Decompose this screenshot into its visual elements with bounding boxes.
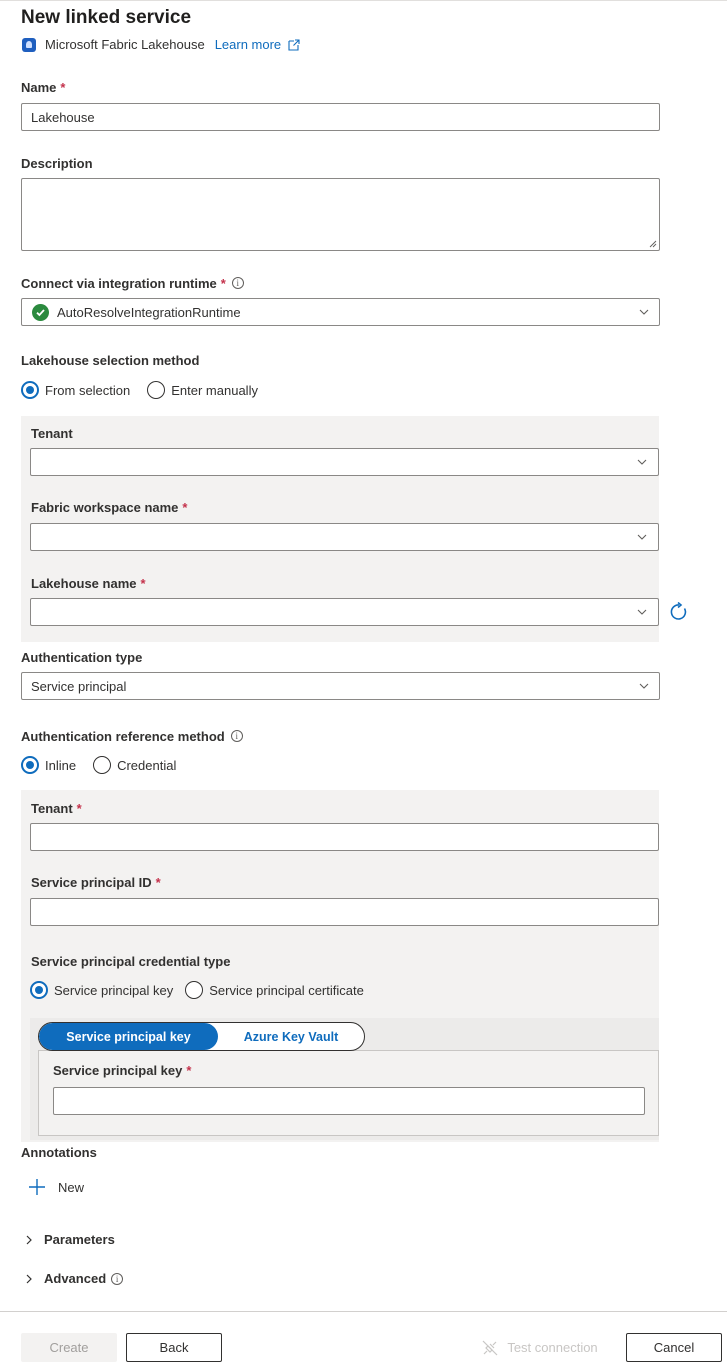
chevron-down-icon [637, 532, 647, 542]
fabric-lakehouse-icon [22, 38, 36, 52]
auth-type-label: Authentication type [21, 650, 143, 665]
radio-button[interactable] [147, 381, 165, 399]
sp-key-label: Service principal key * [53, 1063, 192, 1078]
workspace-label: Fabric workspace name * [31, 500, 188, 515]
back-button[interactable]: Back [126, 1333, 222, 1362]
auth-reference-radios [21, 756, 193, 774]
plug-disconnected-icon [482, 1340, 498, 1356]
add-annotation-button[interactable]: New [28, 1178, 84, 1196]
tab-azure-key-vault[interactable]: Azure Key Vault [243, 1029, 339, 1044]
advanced-expander[interactable]: Advanced i [24, 1271, 123, 1286]
footer-divider [0, 1311, 727, 1312]
refresh-icon[interactable] [669, 602, 689, 622]
info-icon[interactable]: i [231, 730, 243, 742]
radio-from-selection[interactable]: From selection [21, 381, 130, 399]
chevron-down-icon [637, 607, 647, 617]
workspace-select[interactable] [30, 523, 659, 551]
radio-enter-manually[interactable]: Enter manually [147, 381, 258, 399]
tenant-select[interactable] [30, 448, 659, 476]
sp-id-label: Service principal ID * [31, 875, 161, 890]
description-label: Description [21, 156, 93, 171]
external-link-icon[interactable] [287, 38, 301, 52]
success-check-icon [32, 304, 49, 321]
integration-runtime-select[interactable] [21, 298, 660, 326]
tenant-label: Tenant [31, 426, 73, 441]
info-icon[interactable]: i [111, 1273, 123, 1285]
integration-runtime-label: Connect via integration runtime * i [21, 276, 244, 291]
chevron-down-icon [637, 457, 647, 467]
radio-inline[interactable]: Inline [21, 756, 76, 774]
parameters-expander[interactable]: Parameters [24, 1232, 115, 1247]
chevron-down-icon [639, 681, 649, 691]
annotations-label: Annotations [21, 1145, 97, 1160]
tab-service-principal-key[interactable]: Service principal key [39, 1023, 218, 1050]
resize-grip-icon[interactable] [649, 240, 657, 248]
auth-type-value: Service principal [31, 678, 127, 694]
name-label: Name * [21, 80, 66, 95]
sp-id-input[interactable] [30, 898, 659, 926]
cred-type-radios [30, 981, 381, 999]
radio-button[interactable] [185, 981, 203, 999]
connector-subtitle [22, 37, 301, 52]
create-button[interactable]: Create [21, 1333, 117, 1362]
lakehouse-selection-radios [21, 381, 275, 399]
lakehouse-name-label: Lakehouse name * [31, 576, 146, 591]
lakehouse-selection-label: Lakehouse selection method [21, 353, 200, 368]
radio-button-checked[interactable] [30, 981, 48, 999]
cred-tenant-input[interactable] [30, 823, 659, 851]
learn-more-link[interactable]: Learn more [214, 37, 282, 52]
name-input[interactable]: Lakehouse [21, 103, 660, 131]
sp-key-input[interactable] [53, 1087, 645, 1115]
radio-sp-key[interactable]: Service principal key [30, 981, 173, 999]
plus-icon [28, 1178, 46, 1196]
cred-tenant-label: Tenant * [31, 801, 82, 816]
radio-credential[interactable]: Credential [93, 756, 176, 774]
description-textarea[interactable] [21, 178, 660, 251]
radio-sp-certificate[interactable]: Service principal certificate [185, 981, 364, 999]
integration-runtime-value: AutoResolveIntegrationRuntime [57, 304, 241, 320]
chevron-right-icon [24, 1235, 34, 1245]
auth-type-select[interactable] [21, 672, 660, 700]
page-title: New linked service [21, 7, 192, 28]
lakehouse-name-select[interactable] [30, 598, 659, 626]
top-divider [0, 0, 727, 1]
cred-type-label: Service principal credential type [31, 954, 231, 969]
key-source-toggle [38, 1022, 365, 1051]
cancel-button[interactable]: Cancel [626, 1333, 722, 1362]
radio-button-checked[interactable] [21, 756, 39, 774]
radio-button-checked[interactable] [21, 381, 39, 399]
radio-button[interactable] [93, 756, 111, 774]
chevron-right-icon [24, 1274, 34, 1284]
auth-reference-label: Authentication reference method i [21, 729, 243, 744]
chevron-down-icon [639, 307, 649, 317]
test-connection-button[interactable]: Test connection [470, 1333, 610, 1362]
connector-name: Microsoft Fabric Lakehouse [45, 37, 205, 52]
info-icon[interactable]: i [232, 277, 244, 289]
